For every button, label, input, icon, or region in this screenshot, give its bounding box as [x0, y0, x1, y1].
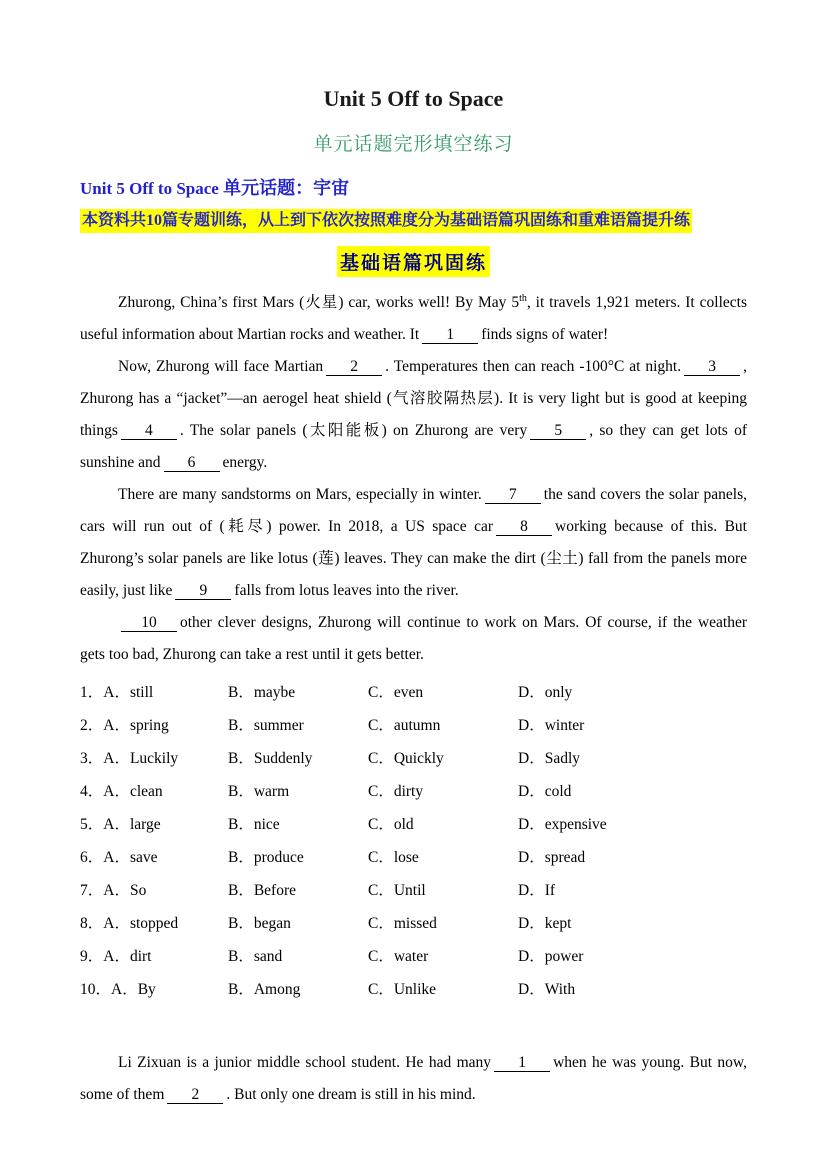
- question-row-4: [80, 775, 747, 808]
- section-heading: [80, 246, 747, 277]
- question-cell: 10．A．By: [80, 981, 156, 998]
- question-row-2: [80, 709, 747, 742]
- question-cell: C．even: [368, 684, 424, 701]
- question-cell: C．Quickly: [368, 750, 444, 767]
- question-cell: D．expensive: [518, 816, 607, 833]
- cloze-blank-3: 3: [684, 359, 740, 376]
- question-row-5: [80, 808, 747, 841]
- question-cell: B．summer: [228, 717, 304, 734]
- passage-text: working because of this. But Zhurong’s solar panels are like lotus (莲) leaves. They can make the dirt (尘土) fall from the panels more easily, just like: [80, 518, 747, 599]
- question-cell: 8．A．stopped: [80, 915, 179, 932]
- passage-text: the sand covers the solar panels, cars will run out of (耗尽) power. In 2018, a US space car: [80, 486, 748, 535]
- passage-text: falls from lotus leaves into the river.: [234, 582, 459, 599]
- page-title: Unit 5 Off to Space: [323, 86, 504, 111]
- question-cell: D．cold: [518, 783, 572, 800]
- resource-notice: [80, 209, 747, 233]
- passage-text: . The solar panels (太阳能板) on Zhurong are very: [179, 422, 528, 439]
- passage-text: , it travels 1,921 meters. It collects useful information about Martian rocks and weather. It: [80, 294, 747, 343]
- passage1-paragraph-4: [80, 607, 747, 671]
- question-row-1: [80, 676, 747, 709]
- passage1-paragraph-3: [80, 479, 747, 607]
- question-cell: B．nice: [228, 816, 280, 833]
- question-cell: B．Among: [228, 981, 301, 998]
- passage-text: Zhurong, China’s first Mars (火星) car, works well! By May 5: [118, 294, 520, 311]
- question-cell: C．old: [368, 816, 414, 833]
- passage-text: other clever designs, Zhurong will continue to work on Mars. Of course, if the weather gets too bad, Zhurong can take a rest until it gets better.: [80, 614, 747, 663]
- question-cell: C．water: [368, 948, 429, 965]
- question-row-3: [80, 742, 747, 775]
- cloze-blank-9: 9: [175, 583, 231, 600]
- resource-notice-text: 本资料共10篇专题训练，从上到下依次按照难度分为基础语篇巩固练和重难语篇提升练: [80, 209, 692, 233]
- cloze-blank-p2-2: 2: [167, 1087, 223, 1104]
- question-row-9: [80, 940, 747, 973]
- exercise-subtitle: 单元话题完形填空练习: [313, 134, 514, 155]
- unit-topic-heading: [80, 174, 747, 200]
- question-cell: D．Sadly: [518, 750, 581, 767]
- question-cell: 1．A．still: [80, 684, 154, 701]
- question-cell: D．With: [518, 981, 576, 998]
- cloze-blank-1: 1: [422, 327, 478, 344]
- unit-topic-english: Unit 5 Off to Space: [80, 179, 224, 198]
- question-cell: B．sand: [228, 948, 283, 965]
- question-cell: C．missed: [368, 915, 437, 932]
- answer-options-table: [80, 676, 747, 1006]
- passage-text: when he was young. But now, some of them: [80, 1054, 747, 1103]
- cloze-blank-10: 10: [121, 615, 177, 632]
- question-cell: D．only: [518, 684, 573, 701]
- cloze-blank-5: 5: [530, 423, 586, 440]
- question-row-10: [80, 973, 747, 1006]
- question-cell: D．spread: [518, 849, 586, 866]
- passage-text: finds signs of water!: [481, 326, 609, 343]
- cloze-blank-6: 6: [164, 455, 220, 472]
- passage-text: energy.: [222, 454, 268, 471]
- passage-text: , Zhurong has a “jacket”—an aerogel heat shield (气溶胶隔热层). It is very light but is good at keeping things: [80, 358, 747, 439]
- question-cell: C．lose: [368, 849, 419, 866]
- question-cell: C．autumn: [368, 717, 441, 734]
- question-cell: C．Unlike: [368, 981, 437, 998]
- passage-text: There are many sandstorms on Mars, especially in winter.: [118, 486, 482, 503]
- cloze-blank-7: 7: [485, 487, 541, 504]
- question-cell: 4．A．clean: [80, 783, 163, 800]
- passage-text: . But only one dream is still in his mind.: [226, 1086, 476, 1103]
- cloze-blank-8: 8: [496, 519, 552, 536]
- question-cell: B．began: [228, 915, 291, 932]
- question-cell: 3．A．Luckily: [80, 750, 179, 767]
- question-cell: B．produce: [228, 849, 304, 866]
- superscript-ordinal: th: [519, 292, 527, 304]
- passage-text: Li Zixuan is a junior middle school student. He had many: [118, 1054, 492, 1071]
- question-cell: 7．A．So: [80, 882, 147, 899]
- cloze-blank-4: 4: [121, 423, 177, 440]
- passage1-paragraph-1: [80, 287, 747, 351]
- question-row-8: [80, 907, 747, 940]
- question-cell: D．power: [518, 948, 584, 965]
- question-cell: C．Until: [368, 882, 426, 899]
- question-cell: B．Suddenly: [228, 750, 313, 767]
- passage1-paragraph-2: [80, 351, 747, 479]
- question-cell: 2．A．spring: [80, 717, 169, 734]
- question-cell: B．maybe: [228, 684, 296, 701]
- question-cell: C．dirty: [368, 783, 424, 800]
- question-cell: 5．A．large: [80, 816, 161, 833]
- passage-text: , so they can get lots of sunshine and: [80, 422, 747, 471]
- question-cell: D．winter: [518, 717, 585, 734]
- question-cell: D．kept: [518, 915, 572, 932]
- unit-topic-chinese: 单元话题：宇宙: [223, 178, 350, 198]
- question-cell: B．Before: [228, 882, 297, 899]
- question-cell: 9．A．dirt: [80, 948, 152, 965]
- question-cell: 6．A．save: [80, 849, 158, 866]
- passage2-paragraph-1: [80, 1047, 747, 1111]
- cloze-blank-p2-1: 1: [494, 1055, 550, 1072]
- question-cell: D．If: [518, 882, 556, 899]
- question-row-6: [80, 841, 747, 874]
- section-heading-text: 基础语篇巩固练: [337, 246, 490, 277]
- cloze-blank-2: 2: [326, 359, 382, 376]
- passage-text: . Temperatures then can reach -100°C at night.: [385, 358, 682, 375]
- question-row-7: [80, 874, 747, 907]
- question-cell: B．warm: [228, 783, 290, 800]
- passage-text: Now, Zhurong will face Martian: [118, 358, 324, 375]
